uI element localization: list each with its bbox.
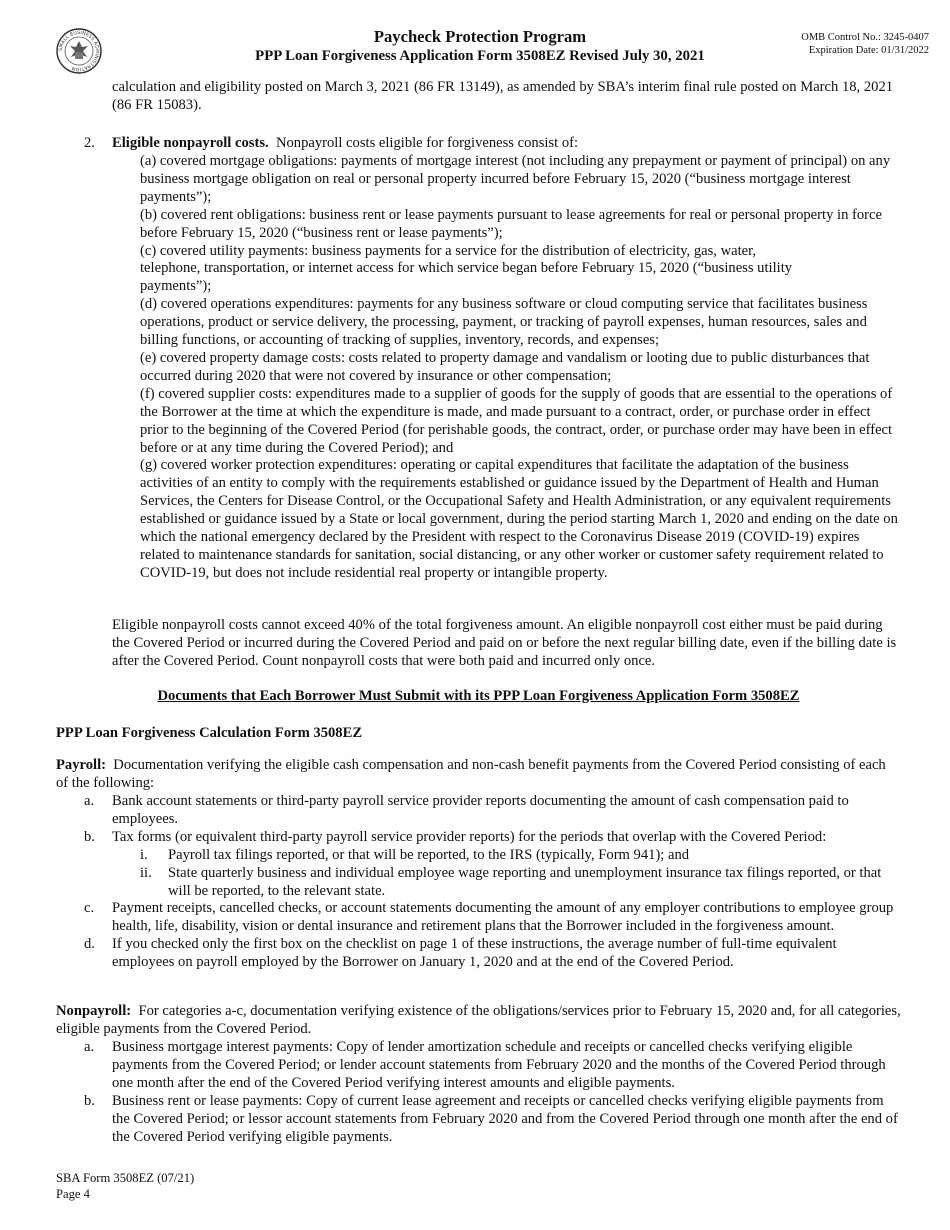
cost-item-c: (c) covered utility payments: business payments for a service for the distribution of electricity, gas, water, telephone, transportation, or internet access for which service began before February 15, 2020 (“business utility payments”);: [140, 242, 793, 295]
list-marker: a.: [84, 1039, 95, 1055]
cost-item-a: (a) covered mortgage obligations: payments of mortgage interest (not including any prepayment or payment of principal) on any business mortgage obligation on real or personal property incurred before February 15, 2020 (“business mortgage interest payments”);: [140, 153, 891, 205]
list-subitem: [56, 847, 901, 865]
payroll-label: Payroll:: [56, 757, 106, 773]
nonpayroll-intro-text: For categories a-c, documentation verifying existence of the obligations/services prior to February 15, 2020 and, for all categories, eligible payments from the Covered Period.: [56, 1003, 901, 1037]
list-text: Payroll tax filings reported, or that will be reported, to the IRS (typically, Form 941); and: [168, 846, 690, 863]
list-text: If you checked only the first box on the checklist on page 1 of these instructions, the average number of full-time equivalent employees on payroll employed by the Borrower on January 1, 2020 and at the end of the Covered Period.: [112, 936, 837, 971]
omb-control-number: OMB Control No.: 3245-0407: [801, 32, 929, 43]
nonpayroll-list: [56, 1039, 901, 1146]
nonpayroll-cost-list: [140, 153, 900, 583]
list-subitem: [56, 865, 901, 901]
cost-item-b: (b) covered rent obligations: business rent or lease payments pursuant to lease agreements for real or personal property in force before February 15, 2020 (“business rent or lease payments”);: [140, 206, 882, 241]
list-text: State quarterly business and individual employee wage reporting and unemployment insurance tax filings reported, or that will be reported, to the relevant state.: [168, 864, 882, 899]
list-text: Business mortgage interest payments: Copy of lender amortization schedule and receipts or cancelled checks verifying eligible payments from the Covered Period; or lender account statements from February 2020 and the months of the Covered Period through one month after the end of the Covered Period verifying interest amounts and eligible payments.: [112, 1039, 886, 1091]
payroll-intro: [56, 757, 901, 793]
list-text: Payment receipts, cancelled checks, or account statements documenting the amount of any employer contributions to employee group health, life, disability, vision or dental insurance and retirement plans that the Borrower included in the forgiveness amount.: [112, 900, 894, 935]
intro-continuation: calculation and eligibility posted on March 3, 2021 (86 FR 13149), as amended by SBA’s interim final rule posted on March 18, 2021 (86 FR 15083).: [112, 79, 894, 113]
payroll-intro-text: Documentation verifying the eligible cash compensation and non-cash benefit payments from the Covered Period consisting of each of the following:: [56, 757, 886, 791]
nonpayroll-intro: [56, 1003, 901, 1039]
expiration-date: Expiration Date: 01/31/2022: [808, 44, 929, 56]
list-item: [56, 793, 901, 829]
list-text: Business rent or lease payments: Copy of current lease agreement and receipts or cancelled checks verifying eligible payments from the Covered Period; or lessor account statements from February 2020 and from the Covered Period through one month after the end of the Covered Period verifying eligible payments.: [112, 1092, 898, 1145]
page-title: Paycheck Protection Program: [373, 27, 587, 46]
cost-item-d: (d) covered operations expenditures: payments for any business software or cloud computing service that facilitates business operations, product or service delivery, the processing, payment, or tracking of payroll expenses, human resources, sales and billing functions, or accounting of tracking of supplies, inventory, records, and expenses;: [140, 296, 868, 349]
item2-heading-line: [112, 135, 902, 153]
nonpayroll-label: Nonpayroll:: [56, 1003, 132, 1019]
list-item: [56, 1039, 901, 1093]
list-item: [56, 936, 901, 972]
page-number: Page 4: [56, 1187, 90, 1201]
payroll-list: [56, 793, 901, 972]
item-number: 2.: [84, 135, 95, 151]
list-marker: ii.: [140, 864, 152, 881]
list-marker: c.: [84, 900, 95, 917]
list-marker: b.: [84, 828, 95, 845]
sba-seal-logo: [56, 28, 102, 74]
page-footer: [56, 1170, 194, 1202]
item2-lead: Nonpayroll costs eligible for forgiveness consist of:: [275, 135, 579, 151]
list-marker: d.: [84, 936, 95, 953]
item2-closing: Eligible nonpayroll costs cannot exceed 40% of the total forgiveness amount. An eligible nonpayroll cost either must be paid during the Covered Period or incurred during the Covered Period and paid on or before the next regular billing date, even if the billing date is after the Covered Period. Count nonpayroll costs that were both paid and incurred only once.: [112, 617, 897, 669]
list-marker: b.: [84, 1092, 95, 1109]
list-text: Bank account statements or third-party payroll service provider reports documenting the amount of cash compensation paid to employees.: [112, 793, 849, 827]
cost-item-g: (g) covered worker protection expenditures: operating or capital expenditures that facilitate the adaptation of the business activities of an entity to comply with the requirements established or guidance issued by the Department of Health and Human Services, the Centers for Disease Control, or the Occupational Safety and Health Administration, or any equivalent requirements established or guidance issued by a State or local government, during the period starting March 1, 2020 and ending on the date on which the national emergency declared by the President with respect to the Coronavirus Disease 2019 (COVID-19) expires related to maintenance standards for sanitation, social distancing, or any other worker or customer safety requirement related to COVID-19, but does not include residential real property or intangible property.: [140, 457, 898, 581]
list-item: [56, 1093, 901, 1147]
documents-title: Documents that Each Borrower Must Submit with its PPP Loan Forgiveness Application Form 3508EZ: [157, 688, 800, 704]
list-marker: i.: [140, 846, 148, 863]
calc-heading: PPP Loan Forgiveness Calculation Form 3508EZ: [56, 725, 363, 741]
list-item: [56, 829, 901, 847]
cost-item-f: (f) covered supplier costs: expenditures made to a supplier of goods for the supply of goods that are essential to the operations of the Borrower at the time at which the expenditure is made, and made pursuant to a contract, order, or purchase order in effect prior to the beginning of the Covered Period (for perishable goods, the contract, order, or purchase order may have been in effect before or at any time during the Covered Period); and: [140, 385, 893, 456]
list-item: [56, 900, 901, 936]
item2-heading: Eligible nonpayroll costs.: [112, 135, 269, 151]
cost-item-e: (e) covered property damage costs: costs related to property damage and vandalism or looting due to public disturbances that occurred during 2020 that were not covered by insurance or other compensation;: [140, 349, 870, 384]
list-marker: a.: [84, 793, 95, 809]
list-text: Tax forms (or equivalent third-party payroll service provider reports) for the periods that overlap with the Covered Period:: [112, 828, 827, 845]
omb-info: [760, 32, 929, 57]
svg-text:SMALL BUSINESS ADMINISTRATION: SMALL BUSINESS ADMINISTRATION: [58, 30, 100, 72]
page-subtitle: PPP Loan Forgiveness Application Form 3508EZ Revised July 30, 2021: [255, 48, 705, 64]
form-number: SBA Form 3508EZ (07/21): [56, 1171, 195, 1185]
